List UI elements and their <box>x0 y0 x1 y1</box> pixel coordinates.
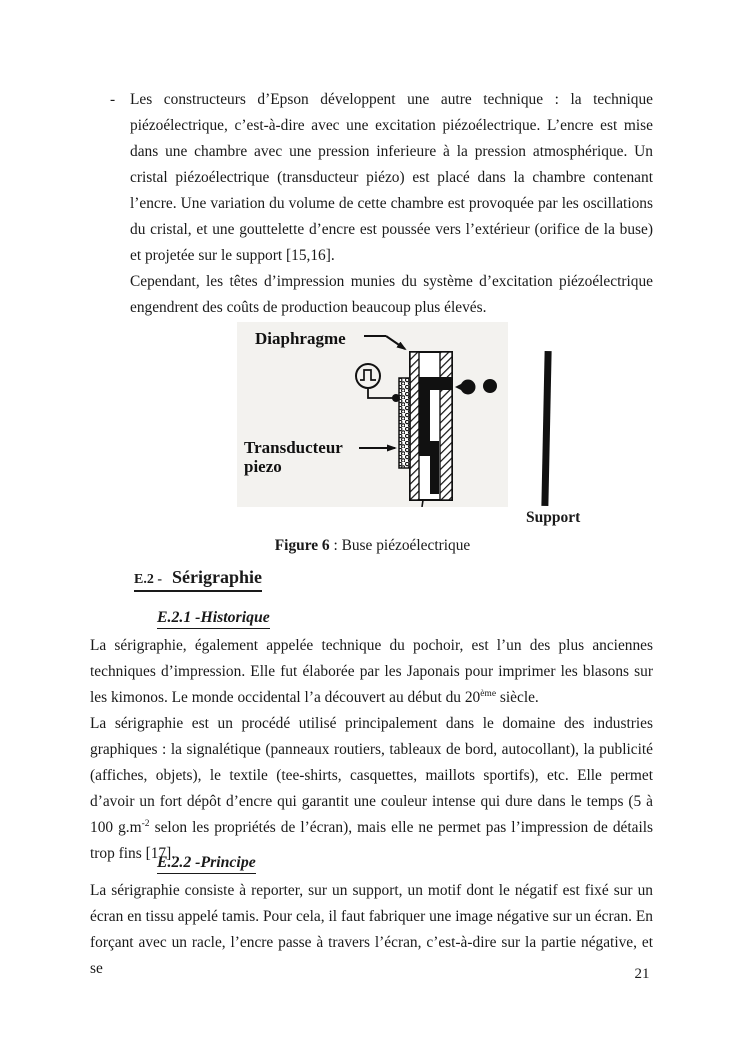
paragraph-cependant: Cependant, les têtes d’impression munies du système d’excitation piézoélectrique engendrent des coûts de production beaucoup plus élevés. <box>130 273 653 316</box>
diaphragm-wall <box>410 352 419 500</box>
page-number: 21 <box>634 966 650 982</box>
transducteur-label-line1: Transducteur <box>244 438 343 457</box>
paragraph-historique <box>90 633 653 711</box>
figure-caption-number: Figure 6 <box>274 537 330 554</box>
diaphragme-label: Diaphragme <box>255 329 346 348</box>
outer-wall <box>440 352 452 500</box>
figure-caption <box>0 537 745 555</box>
paragraph-epson-technique: Les constructeurs d’Epson développent une autre technique : la technique piézoélectrique, c’est-à-dire avec une excitation piézoélectrique. L’encre est mise dans une chambre avec une pression inferieure à la pression atmosphérique. Un cristal piézoélectrique (transducteur piézo) est placé dans la chambre contenant l’encre. Une variation du volume de cette chambre est provoquée par les oscillations du cristal, et une gouttelette d’encre est poussée vers l’extérieur (orifice de la buse) et projetée sur le support [15,16]. <box>130 91 653 264</box>
paragraph-procede-end: selon les propriétés de l’écran), mais elle ne permet pas l’impression de détails trop fins [17]. <box>90 819 654 862</box>
principe-paragraphs <box>90 878 653 982</box>
superscript-minus-2: -2 <box>141 819 150 829</box>
support-label: Support <box>526 509 581 526</box>
paragraph-principe: La sérigraphie consiste à reporter, sur un support, un motif dont le négatif est fixé sur un écran en tissu appelé tamis. Pour cela, il faut fabriquer une image négative sur un écran. En forçant avec un racle, l’encre passe à travers l’écran, c’est-à-dire sur la partie négative, et se <box>90 882 653 977</box>
paragraph-historique-text: La sérigraphie, également appelée technique du pochoir, est l’un des plus anciennes techniques d’impression. Elle fut élaborée par les Japonais pour imprimer les blasons sur les kimonos. Le monde occidental l’a découvert au début du 20 <box>90 637 653 706</box>
section-number: E.2 - <box>134 572 162 587</box>
transducteur-label-line2: piezo <box>244 457 282 476</box>
intro-paragraphs <box>130 87 653 321</box>
subheading-e22-principe: E.2.2 -Principe <box>157 854 256 874</box>
nozzle-body <box>410 352 452 507</box>
piezo-transducer-strip <box>399 378 410 468</box>
nozzle-stem <box>422 500 423 507</box>
figure-caption-text: : Buse piézoélectrique <box>329 537 471 554</box>
figure-6-diagram <box>237 322 508 507</box>
paragraph-procede-text: La sérigraphie est un procédé utilisé principalement dans le domaine des industries graphiques : la signalétique (panneaux routiers, tableaux de bord, autocollant), la publicité (affiches, objets), le textile (tee-shirts, casquettes, maillots sportifs), etc. Elle permet d’avoir un fort dépôt d’encre qui garantit une couleur intense qui dure dans le temps (5 à 100 g.m <box>90 715 653 836</box>
ink-droplet-dot <box>483 379 497 393</box>
section-heading-e2 <box>134 567 262 592</box>
support-bar <box>541 351 551 506</box>
wire-contact-dot <box>392 394 400 402</box>
superscript-eme: ème <box>480 689 497 699</box>
section-title: Sérigraphie <box>172 567 262 587</box>
historique-paragraphs <box>90 633 653 867</box>
paragraph-procede <box>90 711 653 867</box>
paragraph-historique-end: siècle. <box>496 689 539 706</box>
subheading-e21-historique: E.2.1 -Historique <box>157 609 270 629</box>
list-bullet: - <box>110 91 116 108</box>
figure-panel-background <box>237 322 508 507</box>
